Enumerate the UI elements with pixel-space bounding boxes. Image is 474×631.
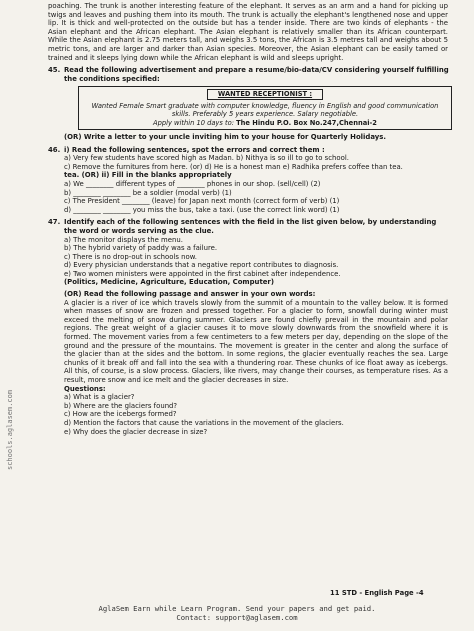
footer <box>0 604 474 622</box>
list-item: b) Where are the glaciers found? <box>64 401 178 410</box>
list-item: b) The hybrid variety of paddy was a failure. <box>64 244 218 253</box>
list-item: e) Two women ministers were appointed in the first cabinet after independence. <box>64 269 341 278</box>
list-item: d) Every physician understands that a negative report contributes to diagnosis. <box>64 261 339 270</box>
question-heading: i) Read the following sentences, spot the errors and correct them : <box>64 145 325 154</box>
passage: A glacier is a river of ice which travels slowly from the summit of a mountain to the valley below. It is formed when masses of snow are frozen and pressed together. For a glacier to form, snowfall during winter must exceed the melting of snow during summer. Glaciers are found chiefly prevail in the mountain and polar regions. The great weight of a glacier causes it to move slowly downwards from the snowfield where it is formed. The movement varies from a few centimeters to a few meters per day, depending on the slope of the ground and the pressure of the mountains. The movement is greater in the center and along the surface of the glacier than at the sides and the bottom. In some regions, the glacier eventually reaches the sea. Large chunks of it break off and fall into the sea with a thundering roar. These chunks of ice float away as icebergs. All this, of course, is a slow process. Glaciers, like rivers, may change their courses, as temperature rises. As a result, more snow and ice melt and the glacier decreases in size. <box>64 298 448 384</box>
ad-apply <box>85 119 445 127</box>
or-option: (OR) Write a letter to your uncle inviting him to your house for Quarterly Holidays. <box>64 132 386 141</box>
list-item: c) Remove the furnitures from here. (or) d) He is a honest man e) Radhika prefers coffee than tea. <box>64 162 403 171</box>
list-item: b) ________ ________ be a soldier (modal verb) (1) <box>64 188 232 197</box>
question-47 <box>48 218 448 436</box>
ad-body: Wanted Female Smart graduate with computer knowledge, fluency in English and good communication skills. Preferably 5 years experience. Salary negotiable. <box>91 101 439 119</box>
list-item: a) What is a glacier? <box>64 393 135 402</box>
list-item: c) The President ________ (leave) for Japan next month (correct form of verb) (1) <box>64 197 340 206</box>
page-number: 11 STD - English Page -4 <box>330 589 424 597</box>
footer-contact[interactable]: Contact: support@aglasem.com <box>176 613 298 622</box>
ad-apply-address: The Hindu P.O. Box No.247,Chennai-2 <box>236 118 377 127</box>
side-watermark: schools.aglasem.com <box>6 389 14 470</box>
document-content <box>48 2 448 436</box>
question-heading: Read the following advertisement and prepare a resume/bio-data/CV considering yourself fulfilling the conditions specified: <box>64 66 449 83</box>
question-46 <box>48 146 448 215</box>
question-number: 47. <box>48 218 61 227</box>
list-item: d) ________ ________ you miss the bus, take a taxi. (use the correct link word) (1) <box>64 205 340 214</box>
list-item: d) Mention the factors that cause the variations in the movement of the glaciers. <box>64 418 344 427</box>
list-item: c) How are the icebergs formed? <box>64 410 177 419</box>
ad-title: WANTED RECEPTIONIST : <box>207 89 323 99</box>
intro-paragraph: poaching. The trunk is another interesting feature of the elephant. It serves as an arm and a hand for picking up twigs and leaves and pushing them into its mouth. The trunk is actually the elephant's lengthened nose and upper lip. It is thick and well-protected on the outside but has a tender inside. There are two kinds of elephants - the Asian elephant and the African elephant. The Asian elephant is relatively smaller than its African counterpart. While the Asian elephant is 2.75 meters tall, and weighs 3.5 tons, the African is 3.5 metres tall and weighs about 5 metric tons, and are larger and darker than Asian species. Moreover, the Asian elephant can be easily tamed or trained and it sleeps lying down while the African elephant is wild and sleeps upright. <box>48 2 448 62</box>
question-number: 46. <box>48 145 61 154</box>
list-item: c) There is no drop-out in schools now. <box>64 252 197 261</box>
ad-apply-prefix: Apply within 10 days to: <box>153 118 234 127</box>
footer-promo: AglaSem Earn while Learn Program. Send your papers and get paid. <box>98 604 376 613</box>
questions-label: Questions: <box>64 384 106 393</box>
question-45 <box>48 66 448 141</box>
or-heading: (OR) Read the following passage and answer in your own words: <box>64 290 316 299</box>
question-number: 45. <box>48 66 61 75</box>
list-item: a) The monitor displays the menu. <box>64 235 183 244</box>
advertisement-box <box>78 86 452 130</box>
list-item: e) Why does the glacier decrease in size? <box>64 427 208 436</box>
field-options: (Politics, Medicine, Agriculture, Education, Computer) <box>64 278 274 287</box>
list-item: a) Very few students have scored high as Madan. b) Nithya is so ill to go to school. <box>64 154 349 163</box>
list-item: tea. (OR) ii) Fill in the blanks appropriately <box>64 171 232 180</box>
question-heading: Identify each of the following sentences with the field in the list given below, by understanding the word or words serving as the clue. <box>64 218 437 235</box>
list-item: a) We ________ different types of ________ phones in our shop. (sell/cell) (2) <box>64 179 321 188</box>
